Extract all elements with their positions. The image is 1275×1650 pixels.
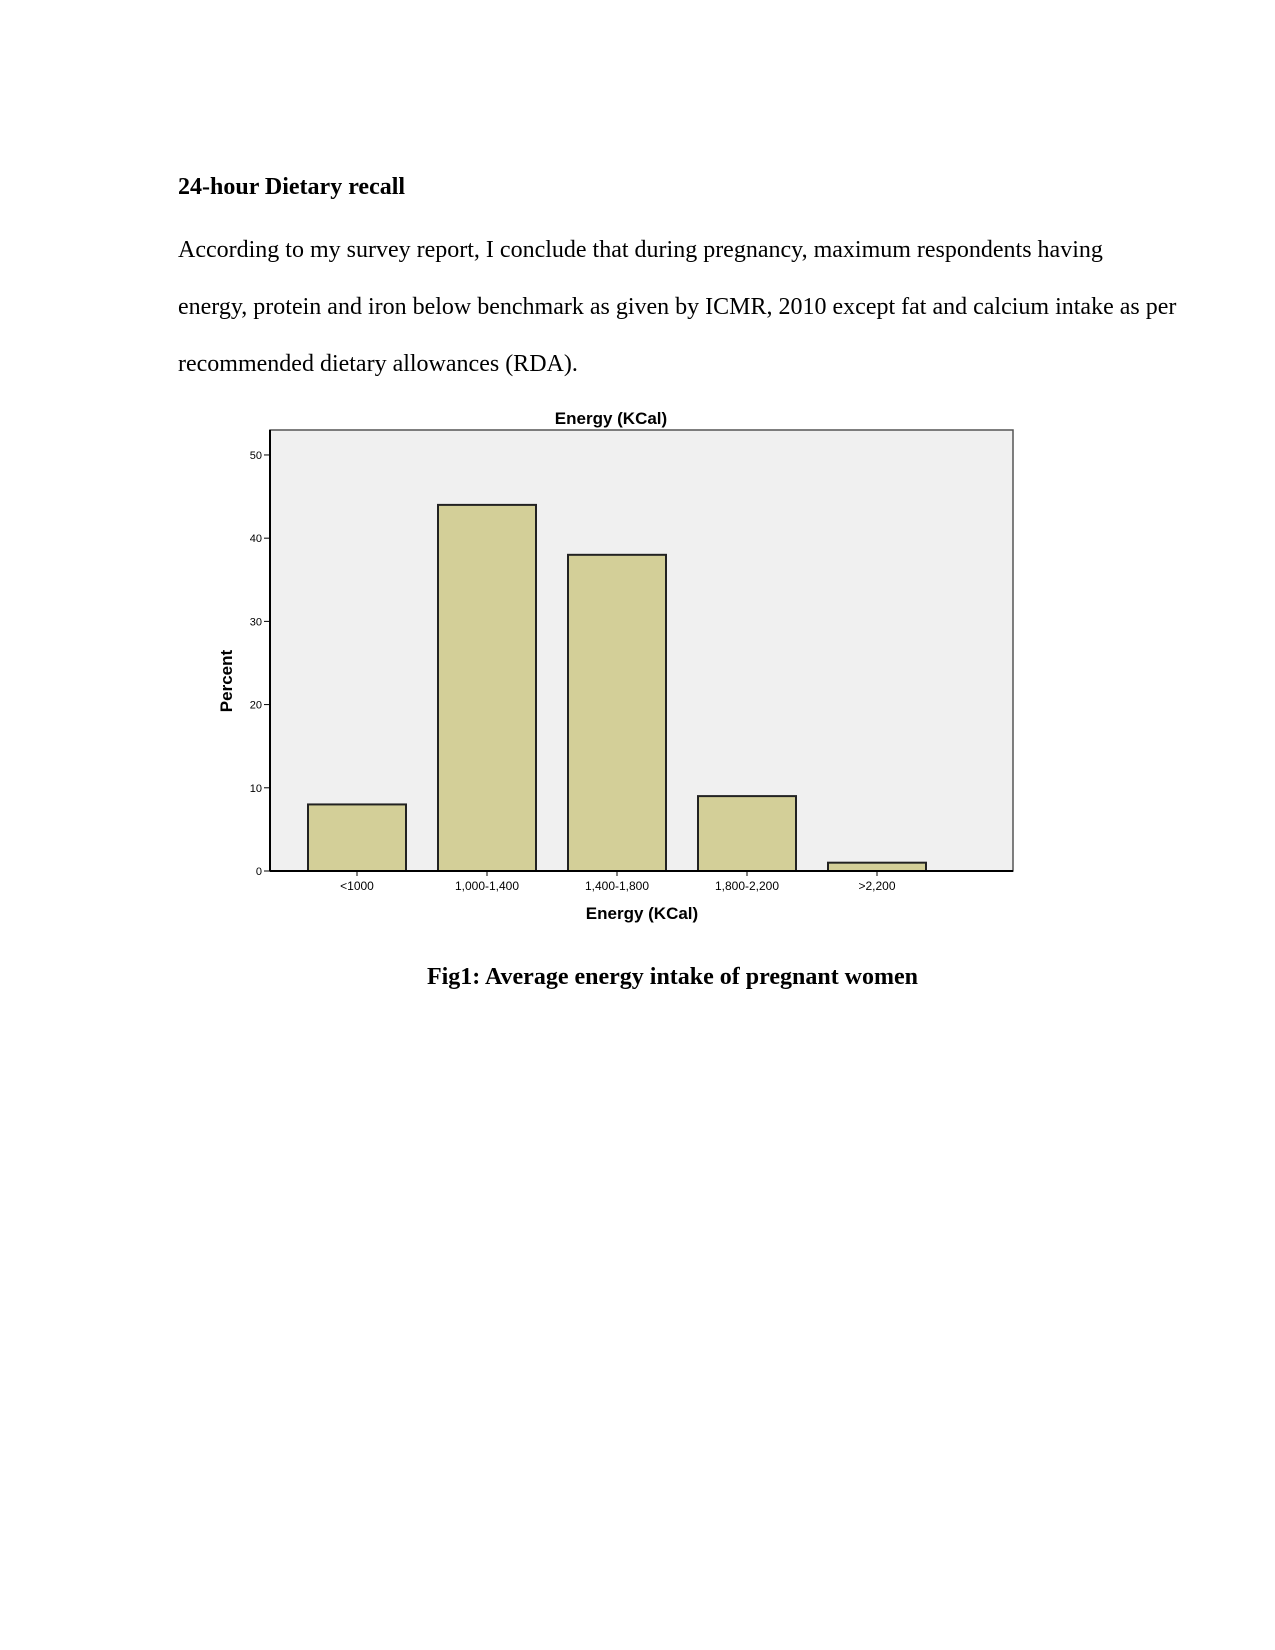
y-tick-label: 10 [249, 782, 262, 795]
bar-2 [568, 555, 666, 871]
energy-bar-chart [200, 405, 1040, 945]
body-paragraph: According to my survey report, I conclude that during pregnancy, maximum respondents having energy, protein and iron below benchmark as given by ICMR, 2010 except fat and calcium intake as per recommended dietary allowances (RDA). [178, 237, 1177, 377]
plot-area [250, 430, 1013, 893]
bar-1 [438, 505, 536, 871]
y-tick-label: 40 [249, 533, 262, 546]
x-tick-label: 1,400-1,800 [584, 879, 650, 893]
bar-4 [828, 863, 926, 871]
bar-3 [698, 796, 796, 871]
figure-caption: Fig1: Average energy intake of pregnant women [426, 964, 919, 990]
chart-title: Energy (KCal) [554, 409, 668, 428]
section-heading: 24-hour Dietary recall [178, 174, 406, 200]
bar-0 [308, 804, 406, 871]
y-tick-label: 0 [255, 866, 262, 878]
x-tick-label: 1,000-1,400 [454, 879, 520, 893]
y-tick-label: 50 [249, 449, 262, 462]
x-tick-label: >2,200 [858, 879, 896, 893]
x-tick-label: <1000 [340, 879, 374, 893]
y-tick-label: 30 [249, 616, 262, 629]
y-tick-label: 20 [249, 699, 262, 712]
x-axis-label: Energy (KCal) [585, 904, 699, 923]
y-axis-label: Percent [217, 649, 236, 713]
x-tick-label: 1,800-2,200 [714, 879, 780, 893]
